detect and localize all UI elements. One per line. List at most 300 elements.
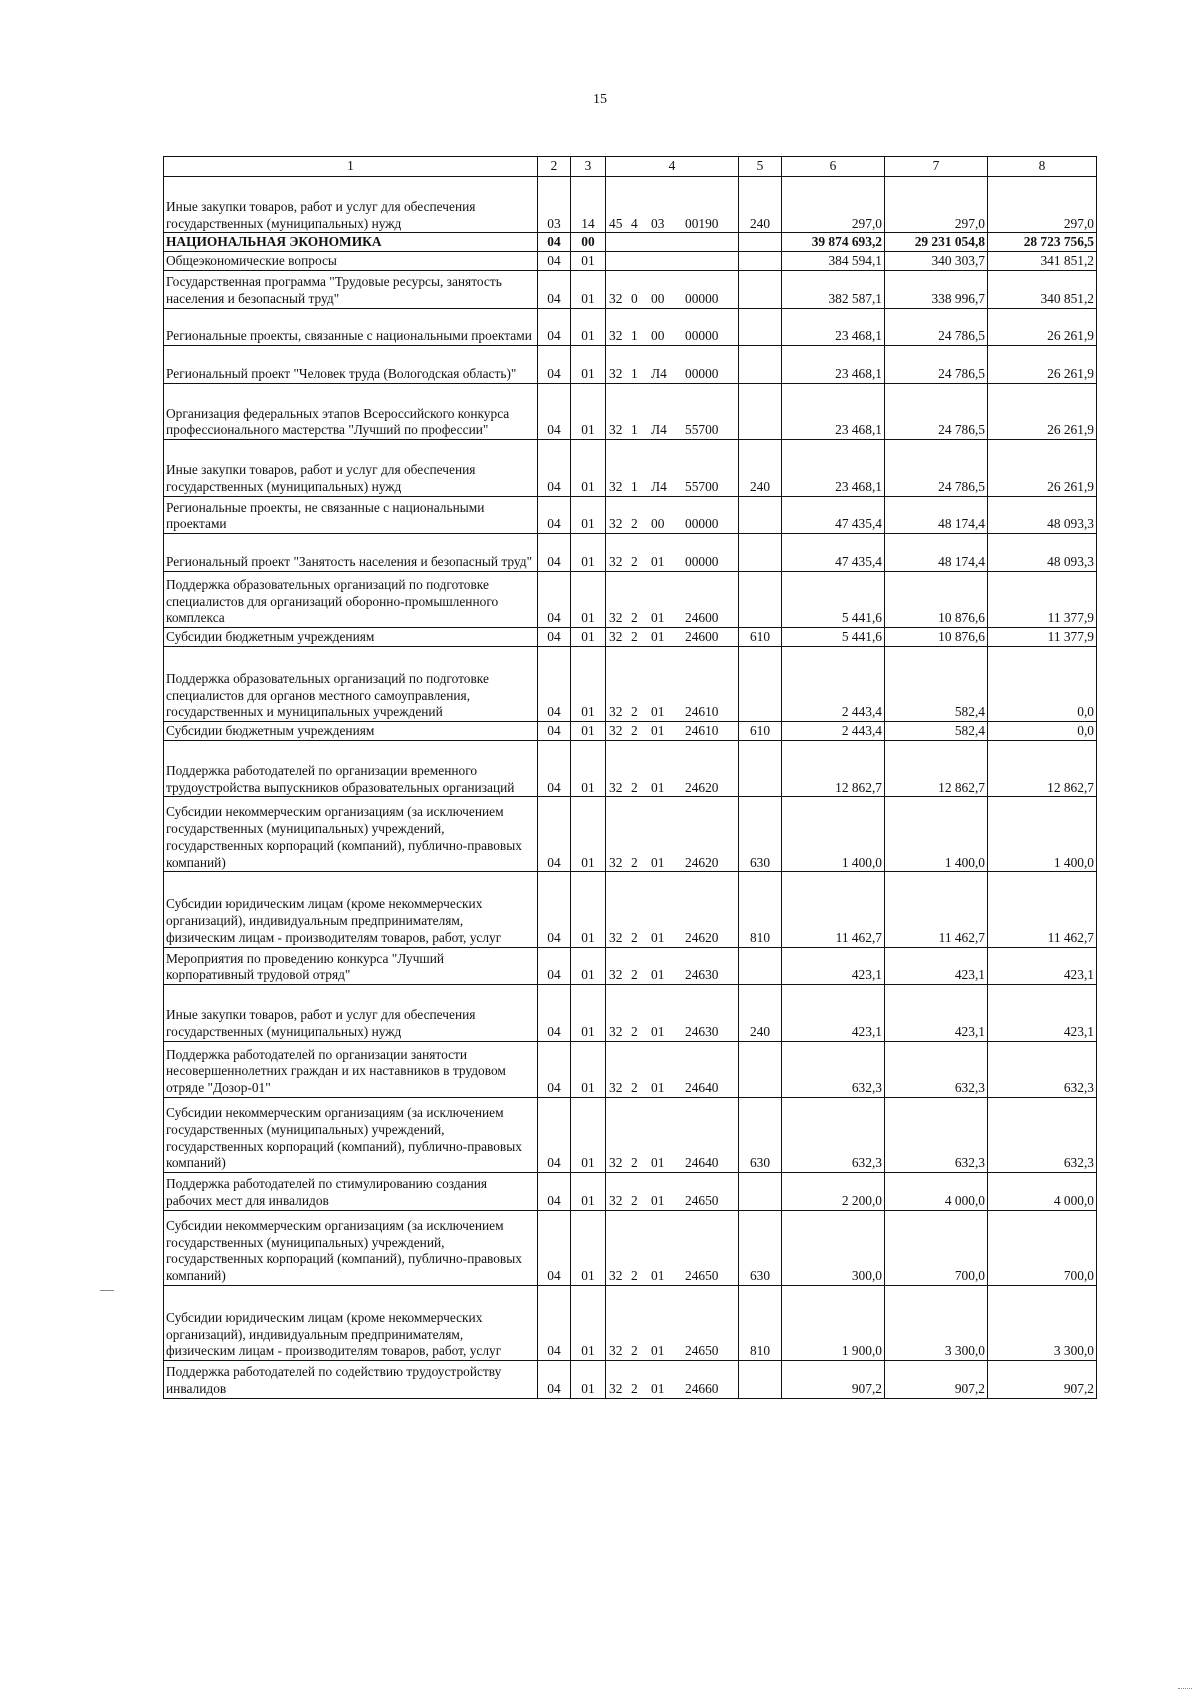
amount-col-6: 23 468,1: [782, 308, 885, 346]
code-part: 24630: [685, 967, 719, 983]
code-part: 1: [631, 422, 638, 438]
amount-col-8: 26 261,9: [988, 346, 1097, 384]
code-part: 00000: [685, 328, 719, 344]
row-name: Субсидии некоммерческим организациям (за исключением государственных (муниципальных) учреждений, государственных корпораций (компаний), публично-правовых компаний): [164, 1210, 538, 1285]
section-code: 04: [538, 440, 571, 496]
amount-col-6: 1 900,0: [782, 1286, 885, 1361]
table-row: [164, 308, 1097, 346]
section-code: 04: [538, 233, 571, 252]
amount-col-8: 26 261,9: [988, 308, 1097, 346]
column-header: 2: [538, 157, 571, 177]
row-name: Поддержка работодателей по организации временного трудоустройства выпускников образовательных организаций: [164, 740, 538, 796]
amount-col-6: 300,0: [782, 1210, 885, 1285]
row-name: Субсидии юридическим лицам (кроме некоммерческих организаций), индивидуальным предпринимателям, физическим лицам - производителям товаров, работ, услуг: [164, 1286, 538, 1361]
amount-col-8: 11 377,9: [988, 628, 1097, 647]
code-part: 32: [609, 290, 623, 306]
code-part: 4: [631, 215, 638, 231]
amount-col-6: 2 443,4: [782, 646, 885, 721]
code-part: 32: [609, 365, 623, 381]
target-article-code: [606, 383, 739, 439]
amount-col-7: 29 231 054,8: [885, 233, 988, 252]
section-code: 04: [538, 740, 571, 796]
amount-col-7: 3 300,0: [885, 1286, 988, 1361]
code-part: 24640: [685, 1155, 719, 1171]
amount-col-8: 26 261,9: [988, 383, 1097, 439]
expense-type-code: [739, 252, 782, 271]
code-part: 2: [631, 1343, 638, 1359]
section-code: 04: [538, 1041, 571, 1097]
code-part: 32: [609, 1268, 623, 1284]
code-part: 24660: [685, 1381, 719, 1396]
row-name: Иные закупки товаров, работ и услуг для обеспечения государственных (муниципальных) нужд: [164, 177, 538, 233]
section-code: 04: [538, 947, 571, 985]
target-article-code: [606, 1210, 739, 1285]
amount-col-8: 48 093,3: [988, 496, 1097, 534]
amount-col-6: 632,3: [782, 1041, 885, 1097]
table-row: [164, 1098, 1097, 1173]
code-part: 32: [609, 967, 623, 983]
table-row: [164, 628, 1097, 647]
subsection-code: 01: [571, 722, 606, 741]
code-part: 32: [609, 929, 623, 945]
code-part: 24630: [685, 1023, 719, 1039]
code-part: 00000: [685, 516, 719, 532]
code-part: 32: [609, 704, 623, 720]
row-name: Субсидии бюджетным учреждениям: [164, 628, 538, 647]
code-part: 2: [631, 1080, 638, 1096]
amount-col-7: 632,3: [885, 1098, 988, 1173]
code-part: 24610: [685, 723, 719, 739]
subsection-code: 01: [571, 740, 606, 796]
row-name: Поддержка образовательных организаций по подготовке специалистов для органов местного самоуправления, государственных и муниципальных учреждений: [164, 646, 538, 721]
code-part: 01: [651, 1155, 665, 1171]
amount-col-7: 632,3: [885, 1041, 988, 1097]
subsection-code: 01: [571, 628, 606, 647]
code-part: 01: [651, 854, 665, 870]
code-part: 24620: [685, 854, 719, 870]
column-header: 6: [782, 157, 885, 177]
row-name: Субсидии юридическим лицам (кроме некоммерческих организаций), индивидуальным предпринимателям, физическим лицам - производителям товаров, работ, услуг: [164, 872, 538, 947]
target-article-code: [606, 233, 739, 252]
code-part: 01: [651, 779, 665, 795]
target-article-code: [606, 1173, 739, 1211]
amount-col-7: 10 876,6: [885, 628, 988, 647]
column-header: 3: [571, 157, 606, 177]
column-header: 5: [739, 157, 782, 177]
section-code: 04: [538, 1210, 571, 1285]
amount-col-6: 5 441,6: [782, 571, 885, 627]
amount-col-7: 1 400,0: [885, 797, 988, 872]
code-part: 01: [651, 723, 665, 739]
code-part: 2: [631, 1381, 638, 1396]
subsection-code: 01: [571, 1286, 606, 1361]
budget-table: [163, 156, 1097, 1399]
code-part: 00000: [685, 553, 719, 569]
amount-col-8: 907,2: [988, 1361, 1097, 1399]
row-name: Поддержка работодателей по содействию трудоустройству инвалидов: [164, 1361, 538, 1399]
target-article-code: [606, 177, 739, 233]
code-part: 01: [651, 1268, 665, 1284]
code-part: 01: [651, 704, 665, 720]
target-article-code: [606, 571, 739, 627]
code-part: 24650: [685, 1268, 719, 1284]
code-part: 32: [609, 422, 623, 438]
table-row: [164, 722, 1097, 741]
subsection-code: 01: [571, 797, 606, 872]
table-row: [164, 985, 1097, 1041]
target-article-code: [606, 270, 739, 308]
section-code: 04: [538, 872, 571, 947]
code-part: 32: [609, 1155, 623, 1171]
amount-col-7: 10 876,6: [885, 571, 988, 627]
amount-col-6: 5 441,6: [782, 628, 885, 647]
amount-col-8: 297,0: [988, 177, 1097, 233]
row-name: Региональный проект "Занятость населения и безопасный труд": [164, 534, 538, 572]
expense-type-code: 810: [739, 872, 782, 947]
amount-col-6: 23 468,1: [782, 346, 885, 384]
section-code: 04: [538, 571, 571, 627]
code-part: 32: [609, 610, 623, 626]
section-code: 04: [538, 797, 571, 872]
amount-col-6: 382 587,1: [782, 270, 885, 308]
table-row: [164, 270, 1097, 308]
section-code: 04: [538, 628, 571, 647]
expense-type-code: 610: [739, 722, 782, 741]
code-part: 32: [609, 516, 623, 532]
code-part: 2: [631, 779, 638, 795]
expense-type-code: [739, 233, 782, 252]
amount-col-7: 423,1: [885, 947, 988, 985]
target-article-code: [606, 1041, 739, 1097]
amount-col-7: 907,2: [885, 1361, 988, 1399]
amount-col-7: 297,0: [885, 177, 988, 233]
code-part: 2: [631, 610, 638, 626]
code-part: 2: [631, 967, 638, 983]
table-row: [164, 252, 1097, 271]
expense-type-code: [739, 308, 782, 346]
code-part: Л4: [651, 422, 667, 438]
header-row: [164, 157, 1097, 177]
code-part: 2: [631, 723, 638, 739]
code-part: 01: [651, 929, 665, 945]
amount-col-6: 23 468,1: [782, 383, 885, 439]
code-part: 00000: [685, 290, 719, 306]
subsection-code: 01: [571, 571, 606, 627]
amount-col-6: 423,1: [782, 947, 885, 985]
amount-col-7: 24 786,5: [885, 308, 988, 346]
amount-col-8: 11 377,9: [988, 571, 1097, 627]
code-part: 1: [631, 328, 638, 344]
section-code: 04: [538, 252, 571, 271]
expense-type-code: [739, 496, 782, 534]
target-article-code: [606, 346, 739, 384]
code-part: 24620: [685, 779, 719, 795]
column-header: 7: [885, 157, 988, 177]
amount-col-6: 423,1: [782, 985, 885, 1041]
subsection-code: 01: [571, 646, 606, 721]
amount-col-8: 340 851,2: [988, 270, 1097, 308]
row-name: Иные закупки товаров, работ и услуг для обеспечения государственных (муниципальных) нужд: [164, 440, 538, 496]
code-part: 2: [631, 854, 638, 870]
amount-col-6: 297,0: [782, 177, 885, 233]
amount-col-7: 48 174,4: [885, 496, 988, 534]
amount-col-8: 423,1: [988, 985, 1097, 1041]
target-article-code: [606, 496, 739, 534]
code-part: 32: [609, 779, 623, 795]
amount-col-7: 24 786,5: [885, 346, 988, 384]
table-row: [164, 496, 1097, 534]
target-article-code: [606, 985, 739, 1041]
expense-type-code: [739, 346, 782, 384]
table-row: [164, 1286, 1097, 1361]
code-part: 01: [651, 1080, 665, 1096]
amount-col-8: 632,3: [988, 1098, 1097, 1173]
row-name: Региональный проект "Человек труда (Вологодская область)": [164, 346, 538, 384]
subsection-code: 01: [571, 1210, 606, 1285]
code-part: 32: [609, 629, 623, 645]
code-part: 24600: [685, 629, 719, 645]
column-header: 4: [606, 157, 739, 177]
code-part: 32: [609, 1343, 623, 1359]
amount-col-7: 11 462,7: [885, 872, 988, 947]
amount-col-8: 4 000,0: [988, 1173, 1097, 1211]
code-part: 24650: [685, 1193, 719, 1209]
row-name: Общеэкономические вопросы: [164, 252, 538, 271]
target-article-code: [606, 534, 739, 572]
amount-col-8: 48 093,3: [988, 534, 1097, 572]
expense-type-code: [739, 646, 782, 721]
code-part: 00: [651, 328, 665, 344]
section-code: 03: [538, 177, 571, 233]
row-name: Поддержка работодателей по организации занятости несовершеннолетних граждан и их наставников в трудовом отряде "Дозор-01": [164, 1041, 538, 1097]
expense-type-code: 630: [739, 797, 782, 872]
column-header: 1: [164, 157, 538, 177]
target-article-code: [606, 1361, 739, 1399]
code-part: 24620: [685, 929, 719, 945]
amount-col-7: 582,4: [885, 646, 988, 721]
target-article-code: [606, 1098, 739, 1173]
section-code: 04: [538, 383, 571, 439]
table-row: [164, 1361, 1097, 1399]
row-name: Государственная программа "Трудовые ресурсы, занятость населения и безопасный труд": [164, 270, 538, 308]
amount-col-8: 341 851,2: [988, 252, 1097, 271]
subsection-code: 01: [571, 872, 606, 947]
code-part: 0: [631, 290, 638, 306]
code-part: 32: [609, 1080, 623, 1096]
amount-col-6: 2 200,0: [782, 1173, 885, 1211]
code-part: 55700: [685, 422, 719, 438]
section-code: 04: [538, 722, 571, 741]
row-name: Организация федеральных этапов Всероссийского конкурса профессионального мастерства "Лучший по профессии": [164, 383, 538, 439]
margin-mark: [100, 1290, 114, 1291]
target-article-code: [606, 628, 739, 647]
subsection-code: 01: [571, 1098, 606, 1173]
subsection-code: 01: [571, 1041, 606, 1097]
row-name: Субсидии бюджетным учреждениям: [164, 722, 538, 741]
row-name: Поддержка образовательных организаций по подготовке специалистов для организаций оборонно-промышленного комплекса: [164, 571, 538, 627]
amount-col-8: 423,1: [988, 947, 1097, 985]
corner-mark: [1178, 1688, 1192, 1689]
column-header: 8: [988, 157, 1097, 177]
table-row: [164, 872, 1097, 947]
row-name: Мероприятия по проведению конкурса "Лучший корпоративный трудовой отряд": [164, 947, 538, 985]
amount-col-6: 11 462,7: [782, 872, 885, 947]
amount-col-8: 28 723 756,5: [988, 233, 1097, 252]
code-part: 1: [631, 478, 638, 494]
code-part: 1: [631, 365, 638, 381]
target-article-code: [606, 252, 739, 271]
table-row: [164, 383, 1097, 439]
target-article-code: [606, 646, 739, 721]
code-part: 2: [631, 516, 638, 532]
section-code: 04: [538, 1173, 571, 1211]
amount-col-8: 700,0: [988, 1210, 1097, 1285]
expense-type-code: [739, 947, 782, 985]
expense-type-code: [739, 383, 782, 439]
target-article-code: [606, 947, 739, 985]
amount-col-6: 39 874 693,2: [782, 233, 885, 252]
code-part: 2: [631, 929, 638, 945]
expense-type-code: 240: [739, 440, 782, 496]
code-part: 45: [609, 215, 623, 231]
table-row: [164, 571, 1097, 627]
row-name: НАЦИОНАЛЬНАЯ ЭКОНОМИКА: [164, 233, 538, 252]
section-code: 04: [538, 1361, 571, 1399]
row-name: Региональные проекты, связанные с национальными проектами: [164, 308, 538, 346]
code-part: 00190: [685, 215, 719, 231]
expense-type-code: 810: [739, 1286, 782, 1361]
expense-type-code: 630: [739, 1098, 782, 1173]
amount-col-8: 0,0: [988, 646, 1097, 721]
amount-col-7: 700,0: [885, 1210, 988, 1285]
section-code: 04: [538, 1286, 571, 1361]
row-name: Субсидии некоммерческим организациям (за исключением государственных (муниципальных) учреждений, государственных корпораций (компаний), публично-правовых компаний): [164, 1098, 538, 1173]
amount-col-7: 340 303,7: [885, 252, 988, 271]
code-part: 24600: [685, 610, 719, 626]
amount-col-7: 338 996,7: [885, 270, 988, 308]
section-code: 04: [538, 985, 571, 1041]
table-row: [164, 1041, 1097, 1097]
amount-col-8: 632,3: [988, 1041, 1097, 1097]
code-part: 2: [631, 553, 638, 569]
code-part: 01: [651, 1343, 665, 1359]
amount-col-7: 4 000,0: [885, 1173, 988, 1211]
section-code: 04: [538, 534, 571, 572]
table-row: [164, 947, 1097, 985]
expense-type-code: [739, 270, 782, 308]
code-part: 2: [631, 1268, 638, 1284]
amount-col-6: 632,3: [782, 1098, 885, 1173]
subsection-code: 01: [571, 440, 606, 496]
row-name: Иные закупки товаров, работ и услуг для обеспечения государственных (муниципальных) нужд: [164, 985, 538, 1041]
expense-type-code: [739, 1361, 782, 1399]
table-row: [164, 1173, 1097, 1211]
amount-col-7: 12 862,7: [885, 740, 988, 796]
code-part: Л4: [651, 478, 667, 494]
section-code: 04: [538, 308, 571, 346]
amount-col-6: 47 435,4: [782, 534, 885, 572]
code-part: 32: [609, 478, 623, 494]
amount-col-6: 1 400,0: [782, 797, 885, 872]
table-row: [164, 177, 1097, 233]
code-part: 32: [609, 1193, 623, 1209]
subsection-code: 01: [571, 985, 606, 1041]
code-part: 32: [609, 854, 623, 870]
code-part: 24610: [685, 704, 719, 720]
expense-type-code: [739, 571, 782, 627]
target-article-code: [606, 440, 739, 496]
row-name: Региональные проекты, не связанные с национальными проектами: [164, 496, 538, 534]
table-row: [164, 233, 1097, 252]
expense-type-code: [739, 1041, 782, 1097]
subsection-code: 01: [571, 270, 606, 308]
code-part: 03: [651, 215, 665, 231]
row-name: Субсидии некоммерческим организациям (за исключением государственных (муниципальных) учреждений, государственных корпораций (компаний), публично-правовых компаний): [164, 797, 538, 872]
expense-type-code: 630: [739, 1210, 782, 1285]
subsection-code: 01: [571, 1361, 606, 1399]
subsection-code: 01: [571, 534, 606, 572]
amount-col-8: 26 261,9: [988, 440, 1097, 496]
subsection-code: 01: [571, 308, 606, 346]
code-part: 32: [609, 1023, 623, 1039]
code-part: 32: [609, 553, 623, 569]
amount-col-7: 24 786,5: [885, 440, 988, 496]
amount-col-6: 2 443,4: [782, 722, 885, 741]
expense-type-code: 610: [739, 628, 782, 647]
code-part: 2: [631, 629, 638, 645]
expense-type-code: [739, 1173, 782, 1211]
code-part: 01: [651, 1193, 665, 1209]
target-article-code: [606, 308, 739, 346]
code-part: 2: [631, 1193, 638, 1209]
target-article-code: [606, 1286, 739, 1361]
amount-col-7: 24 786,5: [885, 383, 988, 439]
code-part: 00: [651, 290, 665, 306]
target-article-code: [606, 797, 739, 872]
code-part: 01: [651, 553, 665, 569]
code-part: 01: [651, 1381, 665, 1396]
subsection-code: 14: [571, 177, 606, 233]
code-part: 01: [651, 1023, 665, 1039]
amount-col-8: 12 862,7: [988, 740, 1097, 796]
target-article-code: [606, 740, 739, 796]
subsection-code: 01: [571, 252, 606, 271]
target-article-code: [606, 722, 739, 741]
table-row: [164, 440, 1097, 496]
table-row: [164, 797, 1097, 872]
section-code: 04: [538, 270, 571, 308]
code-part: 55700: [685, 478, 719, 494]
subsection-code: 01: [571, 947, 606, 985]
expense-type-code: 240: [739, 177, 782, 233]
section-code: 04: [538, 646, 571, 721]
code-part: 00: [651, 516, 665, 532]
code-part: 01: [651, 967, 665, 983]
section-code: 04: [538, 1098, 571, 1173]
amount-col-6: 907,2: [782, 1361, 885, 1399]
table-row: [164, 346, 1097, 384]
code-part: 01: [651, 610, 665, 626]
code-part: 32: [609, 1381, 623, 1396]
amount-col-6: 384 594,1: [782, 252, 885, 271]
section-code: 04: [538, 346, 571, 384]
amount-col-6: 23 468,1: [782, 440, 885, 496]
target-article-code: [606, 872, 739, 947]
amount-col-8: 3 300,0: [988, 1286, 1097, 1361]
table-row: [164, 646, 1097, 721]
subsection-code: 00: [571, 233, 606, 252]
amount-col-8: 1 400,0: [988, 797, 1097, 872]
